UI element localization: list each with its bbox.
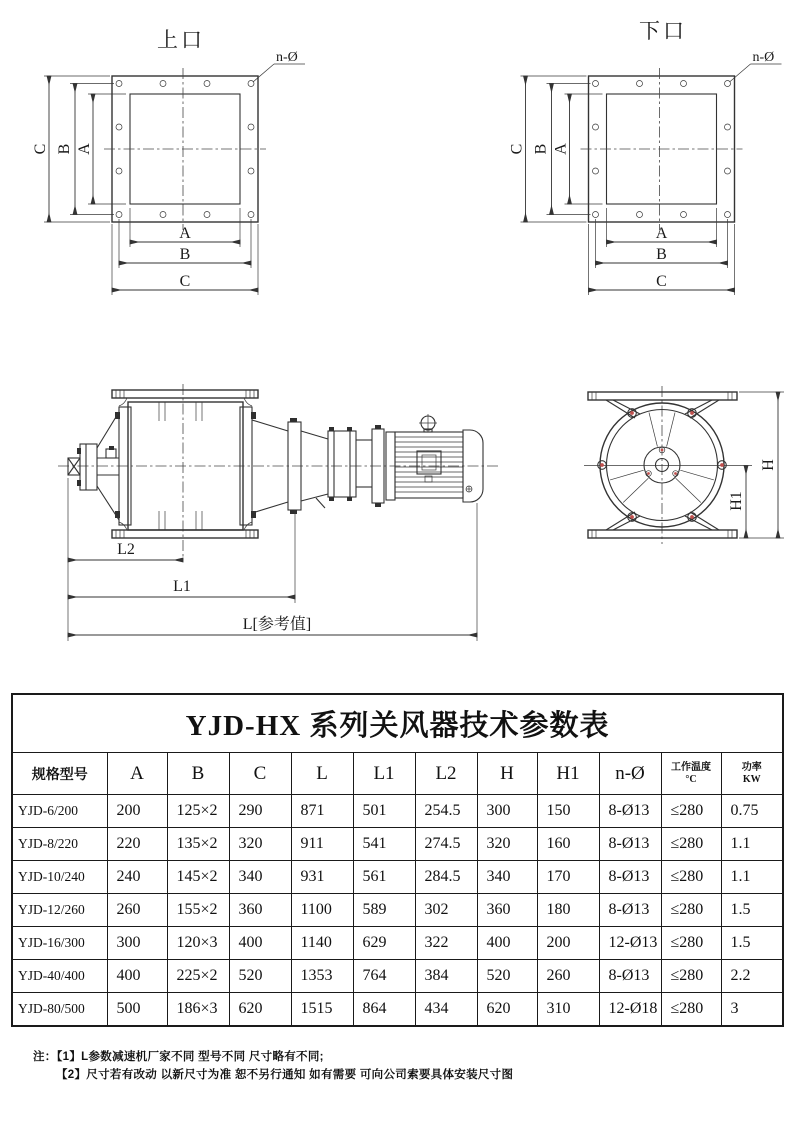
value-cell: 200 [537,927,599,960]
value-cell: 384 [415,960,477,993]
table-row [12,927,783,960]
value-cell: 155×2 [167,894,229,927]
value-cell: 340 [477,861,537,894]
model-cell: YJD-6/200 [12,795,107,828]
table-title-row [12,694,783,753]
dim-label-l2: L2 [117,541,135,558]
model-cell: YJD-8/220 [12,828,107,861]
header-power [721,753,783,795]
value-cell: 1.5 [721,894,783,927]
dim-label-l-reference: L[参考值] [242,616,312,633]
value-cell: 180 [537,894,599,927]
header-model: 规格型号 [12,753,107,795]
value-cell: 520 [477,960,537,993]
value-cell: 541 [353,828,415,861]
support-struts [606,400,719,530]
footnote-1: 注：【1】L参数减速机厂家不同 型号不同 尺寸略有不同; [33,1051,324,1063]
drive-train [252,420,384,513]
model-cell: YJD-40/400 [12,960,107,993]
value-cell: 1515 [291,993,353,1027]
value-cell: 589 [353,894,415,927]
value-cell: 186×3 [167,993,229,1027]
table-row [12,828,783,861]
value-cell: 0.75 [721,795,783,828]
value-cell: 290 [229,795,291,828]
value-cell: 620 [477,993,537,1027]
value-cell: ≤280 [661,960,721,993]
value-cell: 400 [229,927,291,960]
value-cell: 500 [107,993,167,1027]
value-cell: ≤280 [661,993,721,1027]
footnote-2: 【2】尺寸若有改动 以新尺寸为准 恕不另行通知 如有需要 可向公司索要具体安装尺寸图 [56,1069,514,1081]
value-cell: 520 [229,960,291,993]
value-cell: 12-Ø18 [599,993,661,1027]
value-cell: 200 [107,795,167,828]
value-cell: 1.1 [721,861,783,894]
value-cell: 8-Ø13 [599,795,661,828]
value-cell: 254.5 [415,795,477,828]
dim-label-h: H [760,459,777,471]
header-power-line2: KW [742,773,761,785]
value-cell: 340 [229,861,291,894]
view-title-bottom-outlet: 下口 [639,19,687,43]
model-cell: YJD-80/500 [12,993,107,1027]
header-c: C [229,753,291,795]
value-cell: 260 [537,960,599,993]
value-cell: 629 [353,927,415,960]
value-cell: 240 [107,861,167,894]
value-cell: 400 [477,927,537,960]
value-cell: 8-Ø13 [599,861,661,894]
value-cell: 8-Ø13 [599,828,661,861]
table-row [12,960,783,993]
value-cell: 434 [415,993,477,1027]
header-h1: H1 [537,753,599,795]
value-cell: 284.5 [415,861,477,894]
header-l1: L1 [353,753,415,795]
header-h: H [477,753,537,795]
value-cell: 125×2 [167,795,229,828]
table-row [12,993,783,1027]
header-working-temp [661,753,721,795]
value-cell: 3 [721,993,783,1027]
value-cell: 310 [537,993,599,1027]
table-header-row [12,753,783,795]
value-cell: 274.5 [415,828,477,861]
value-cell: 911 [291,828,353,861]
model-cell: YJD-10/240 [12,861,107,894]
value-cell: 320 [229,828,291,861]
value-cell: 120×3 [167,927,229,960]
value-cell: ≤280 [661,795,721,828]
dim-label-h1: H1 [728,491,745,511]
value-cell: 8-Ø13 [599,960,661,993]
table-row [12,894,783,927]
flange-view-top-inlet [32,50,305,295]
value-cell: 135×2 [167,828,229,861]
motor [386,414,483,502]
value-cell: 145×2 [167,861,229,894]
value-cell: 320 [477,828,537,861]
table-row [12,861,783,894]
value-cell: 300 [107,927,167,960]
value-cell: 170 [537,861,599,894]
value-cell: 360 [229,894,291,927]
value-cell: 360 [477,894,537,927]
value-cell: 871 [291,795,353,828]
value-cell: 220 [107,828,167,861]
model-cell: YJD-12/260 [12,894,107,927]
value-cell: 400 [107,960,167,993]
value-cell: 12-Ø13 [599,927,661,960]
value-cell: 620 [229,993,291,1027]
value-cell: 150 [537,795,599,828]
model-cell: YJD-16/300 [12,927,107,960]
view-title-top-inlet: 上口 [157,28,205,52]
spec-table-body [12,795,783,1027]
value-cell: 8-Ø13 [599,894,661,927]
flange-view-bottom-outlet [509,50,782,295]
value-cell: 322 [415,927,477,960]
value-cell: 302 [415,894,477,927]
value-cell: ≤280 [661,828,721,861]
header-l2: L2 [415,753,477,795]
value-cell: 1.1 [721,828,783,861]
table-title: YJD-HX 系列关风器技术参数表 [12,694,783,753]
value-cell: 160 [537,828,599,861]
dim-label-l1: L1 [173,578,191,595]
spec-table [11,693,784,1027]
side-view [58,384,500,641]
table-row [12,795,783,828]
value-cell: 1353 [291,960,353,993]
value-cell: ≤280 [661,894,721,927]
value-cell: 931 [291,861,353,894]
value-cell: ≤280 [661,861,721,894]
value-cell: ≤280 [661,927,721,960]
value-cell: 501 [353,795,415,828]
lifting-eyebolt-icon [419,414,437,432]
end-view [584,386,784,544]
value-cell: 1140 [291,927,353,960]
value-cell: 1.5 [721,927,783,960]
value-cell: 864 [353,993,415,1027]
header-a: A [107,753,167,795]
value-cell: 561 [353,861,415,894]
value-cell: 1100 [291,894,353,927]
value-cell: 300 [477,795,537,828]
value-cell: 764 [353,960,415,993]
value-cell: 2.2 [721,960,783,993]
header-b: B [167,753,229,795]
value-cell: 225×2 [167,960,229,993]
header-working-temp-line1: 工作温度 [671,761,711,773]
header-working-temp-line2: °C [685,773,697,785]
value-cell: 260 [107,894,167,927]
header-l: L [291,753,353,795]
header-power-line1: 功率 [741,761,762,773]
header-bolt: n-Ø [599,753,661,795]
